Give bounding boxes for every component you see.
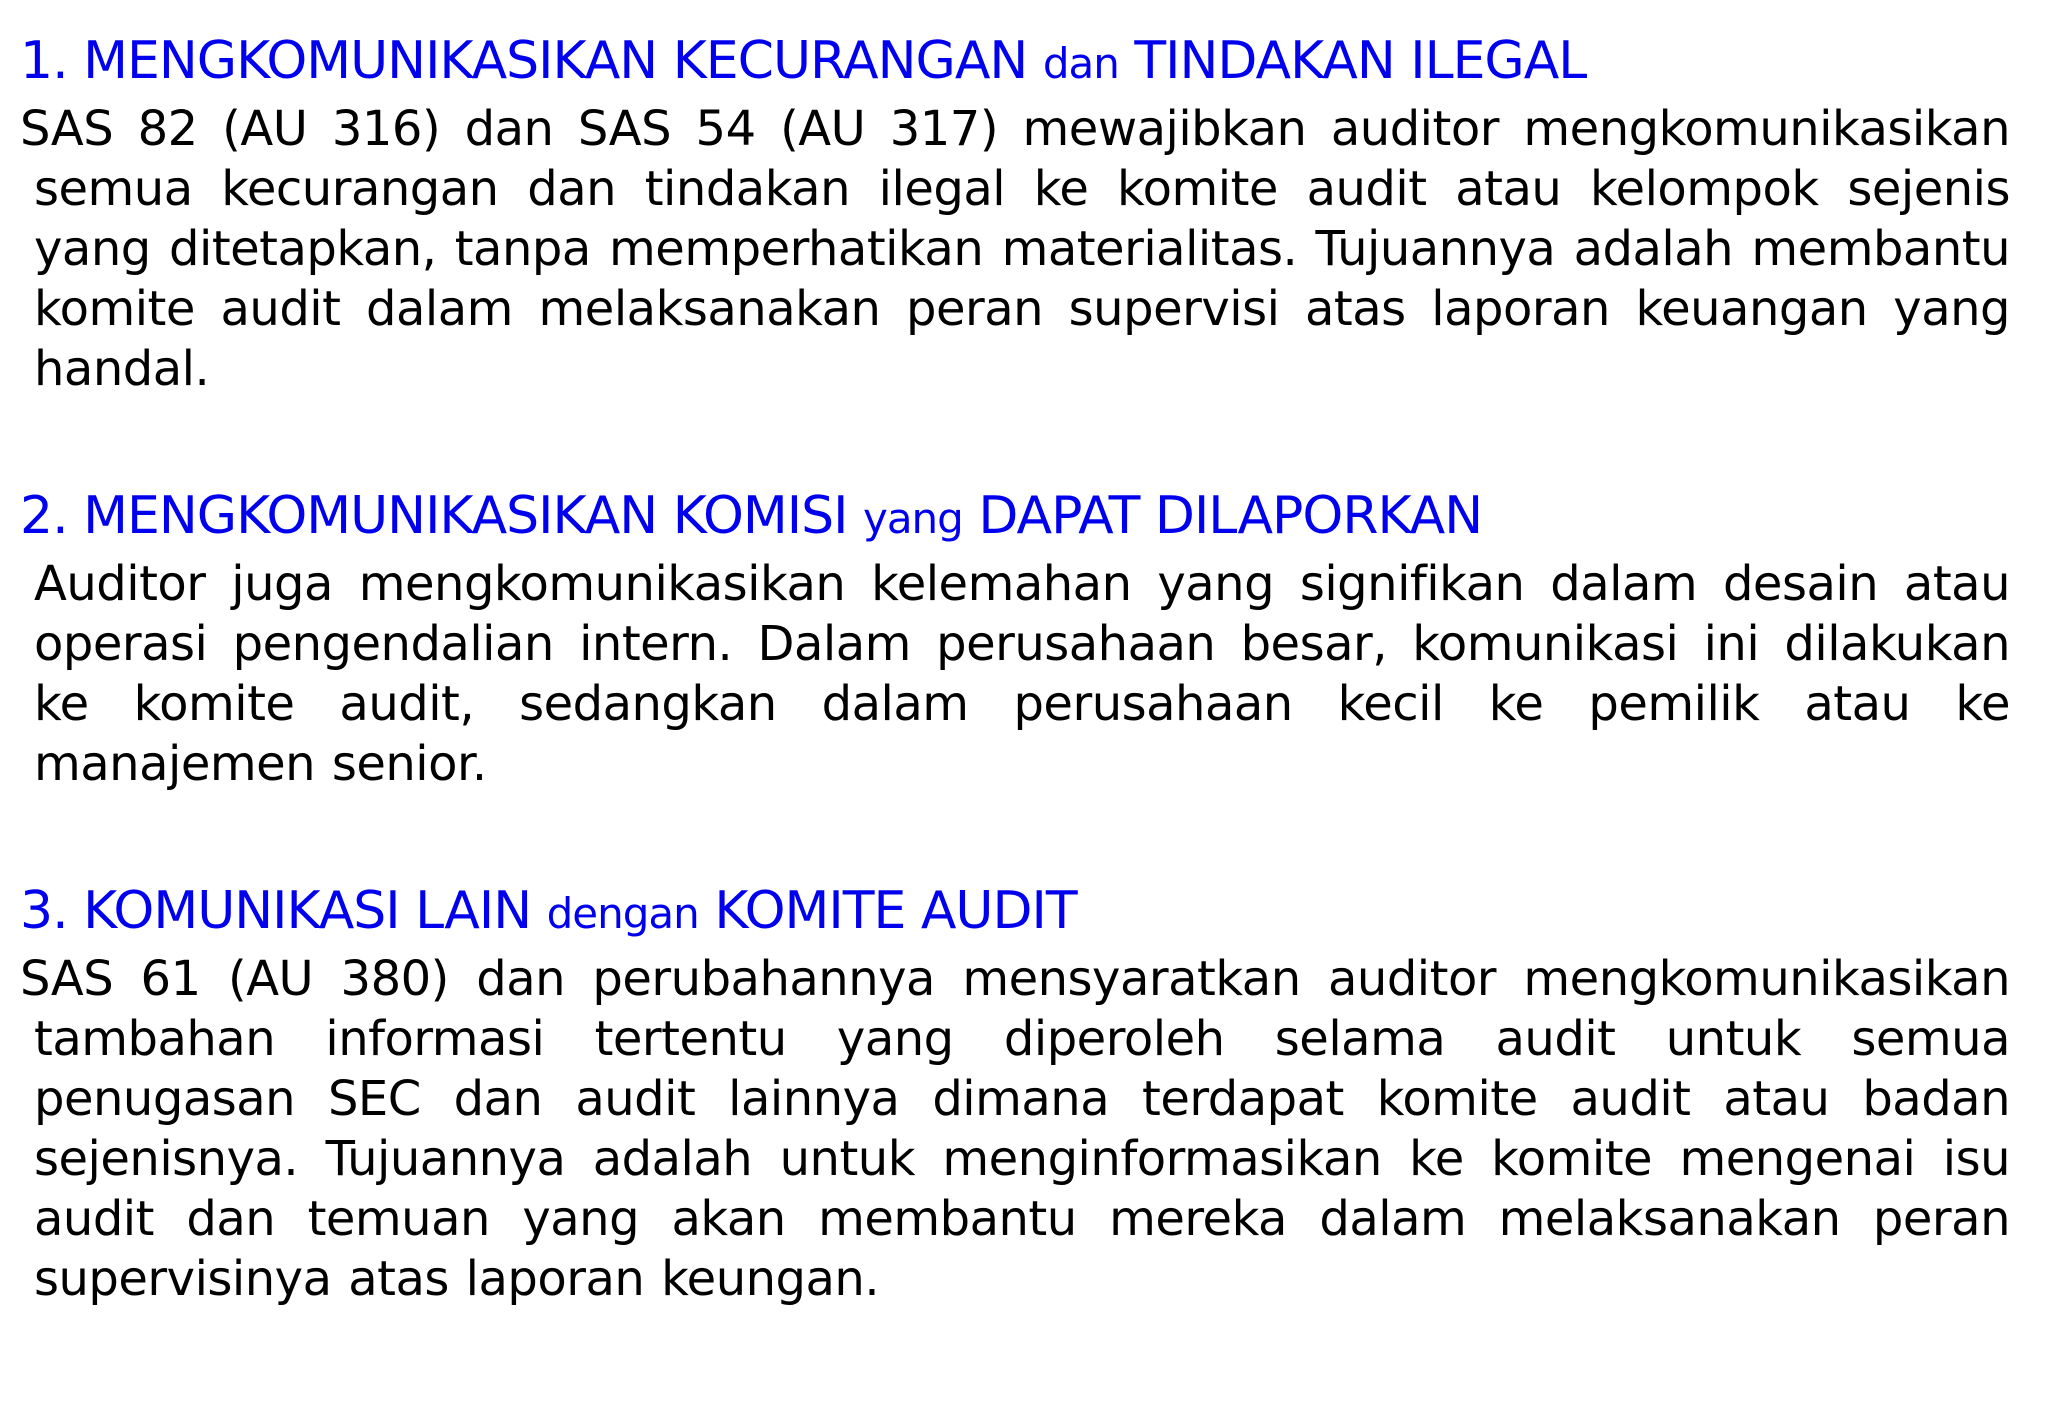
- section-2: [20, 485, 2010, 794]
- section-2-lead: Auditor juga mengkomunikasikan kelemahan yang signifikan dalam: [34, 556, 1698, 612]
- section-1-number: 1.: [20, 31, 68, 91]
- section-3: [20, 880, 2010, 1309]
- section-3-lead: SAS 61 (AU 380) dan perubahannya mensyaratkan auditor: [20, 951, 1497, 1007]
- section-3-heading: [20, 880, 2010, 945]
- section-1: [20, 30, 2010, 399]
- section-3-title-b: KOMITE AUDIT: [714, 881, 1077, 941]
- section-2-paragraph: [20, 554, 2010, 794]
- section-1-lead: SAS 82 (AU 316) dan SAS 54 (AU 317) mewajibkan auditor: [20, 101, 1499, 157]
- section-2-number: 2.: [20, 486, 68, 546]
- section-3-number: 3.: [20, 881, 68, 941]
- section-2-title-a: MENGKOMUNIKASIKAN KOMISI: [83, 486, 848, 546]
- section-2-heading: [20, 485, 2010, 550]
- section-2-body: desain atau operasi pengendalian intern. Dalam perusahaan besar, komunikasi ini dilakukan ke komite audit, sedangkan dalam perusahaan kecil ke pemilik atau ke manajemen senior.: [34, 556, 2010, 792]
- section-3-title-a: KOMUNIKASI LAIN: [83, 881, 532, 941]
- section-1-title-b: TINDAKAN ILEGAL: [1134, 31, 1587, 91]
- section-1-title-a: MENGKOMUNIKASIKAN KECURANGAN: [83, 31, 1028, 91]
- section-1-heading: [20, 30, 2010, 95]
- section-2-title-mid: yang: [862, 494, 963, 543]
- slide-content: [20, 30, 2010, 1309]
- section-3-body: mengkomunikasikan tambahan informasi tertentu yang diperoleh selama audit untuk semua penugasan SEC dan audit lainnya dimana terdapat komite audit atau badan sejenisnya. Tujuannya adalah untuk menginformasikan ke komite mengenai isu audit dan temuan yang akan membantu mereka dalam melaksanakan peran supervisinya atas laporan keungan.: [34, 951, 2010, 1307]
- section-1-paragraph: [20, 99, 2010, 399]
- section-3-title-mid: dengan: [546, 889, 699, 938]
- section-1-title-mid: dan: [1042, 39, 1119, 88]
- section-1-body: mengkomunikasikan semua kecurangan dan tindakan ilegal ke komite audit atau kelompok sejenis yang ditetapkan, tanpa memperhatikan materialitas. Tujuannya adalah membantu komite audit dalam melaksanakan peran supervisi atas laporan keuangan yang handal.: [34, 101, 2010, 397]
- section-2-title-b: DAPAT DILAPORKAN: [978, 486, 1483, 546]
- section-3-paragraph: [20, 949, 2010, 1309]
